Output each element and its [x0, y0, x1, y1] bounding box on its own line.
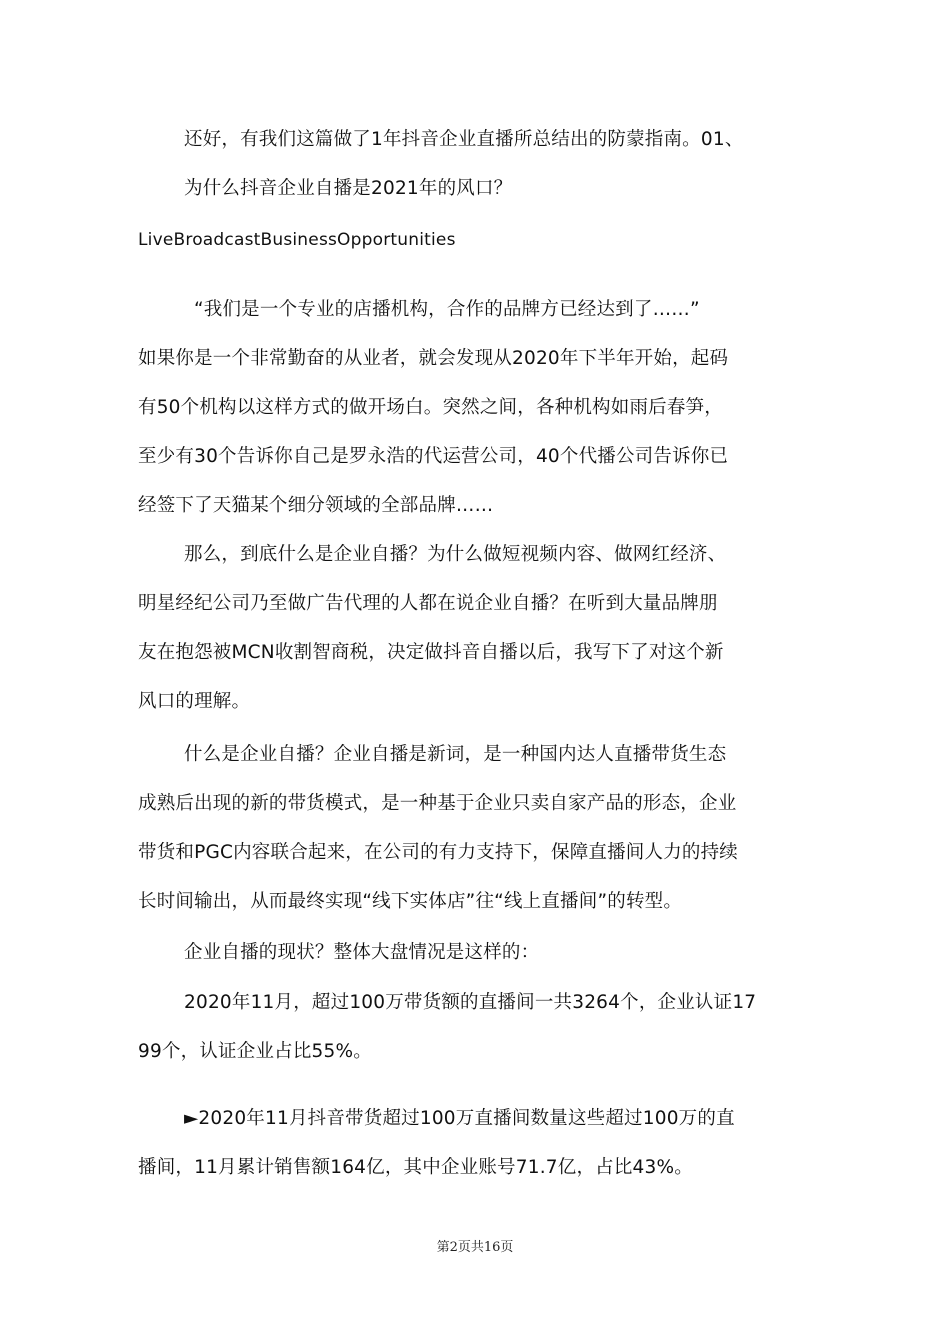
paragraph-what-is [138, 530, 818, 726]
paragraph-status [138, 928, 818, 977]
paragraph-intro [138, 115, 864, 213]
page-number-footer: 第2页共16页 [436, 1240, 514, 1255]
paragraph-stats [138, 978, 818, 1076]
text-line: 带货和PGC内容联合起来，在公司的有力支持下，保障直播间人力的持续 [138, 842, 739, 863]
text-line: 长时间输出，从而最终实现“线下实体店”往“线上直播间”的转型。 [138, 891, 683, 912]
text-line: “我们是一个专业的店播机构，合作的品牌方已经达到了……” [194, 299, 700, 320]
text-line: 为什么抖音企业自播是2021年的风口？ [184, 178, 513, 199]
text-line: 什么是企业自播？企业自播是新词，是一种国内达人直播带货生态 [184, 744, 727, 765]
text-line: 2020年11月，超过100万带货额的直播间一共3264个，企业认证17 [184, 992, 757, 1013]
text-line: 如果你是一个非常勤奋的从业者，就会发现从2020年下半年开始，起码 [138, 348, 729, 369]
text-line: 经签下了天猫某个细分领域的全部品牌…… [138, 495, 494, 516]
text-line: 99个，认证企业占比55%。 [138, 1041, 372, 1062]
paragraph-english-heading [138, 216, 818, 265]
text-line: 播间，11月累计销售额164亿，其中企业账号71.7亿，占比43%。 [138, 1157, 693, 1178]
paragraph-quote [138, 285, 818, 530]
text-line: 企业自播的现状？整体大盘情况是这样的： [184, 942, 540, 963]
text-line: LiveBroadcastBusinessOpportunities [138, 230, 456, 250]
text-line: 还好，有我们这篇做了1年抖音企业直播所总结出的防蒙指南。01、 [184, 129, 744, 150]
text-line: 风口的理解。 [138, 691, 251, 712]
text-line: 那么，到底什么是企业自播？为什么做短视频内容、做网红经济、 [184, 544, 727, 565]
text-line: 明星经纪公司乃至做广告代理的人都在说企业自播？在听到大量品牌朋 [138, 593, 718, 614]
text-line: 至少有30个告诉你自己是罗永浩的代运营公司，40个代播公司告诉你已 [138, 446, 729, 467]
text-line: 成熟后出现的新的带货模式，是一种基于企业只卖自家产品的形态，企业 [138, 793, 737, 814]
text-line: 友在抱怨被MCN收割智商税，决定做抖音自播以后，我写下了对这个新 [138, 642, 724, 663]
text-line: 有50个机构以这样方式的做开场白。突然之间，各种机构如雨后春笋， [138, 397, 723, 418]
text-line: ►2020年11月抖音带货超过100万直播间数量这些超过100万的直 [184, 1108, 735, 1129]
paragraph-sales [138, 1094, 818, 1192]
paragraph-definition [138, 730, 818, 926]
